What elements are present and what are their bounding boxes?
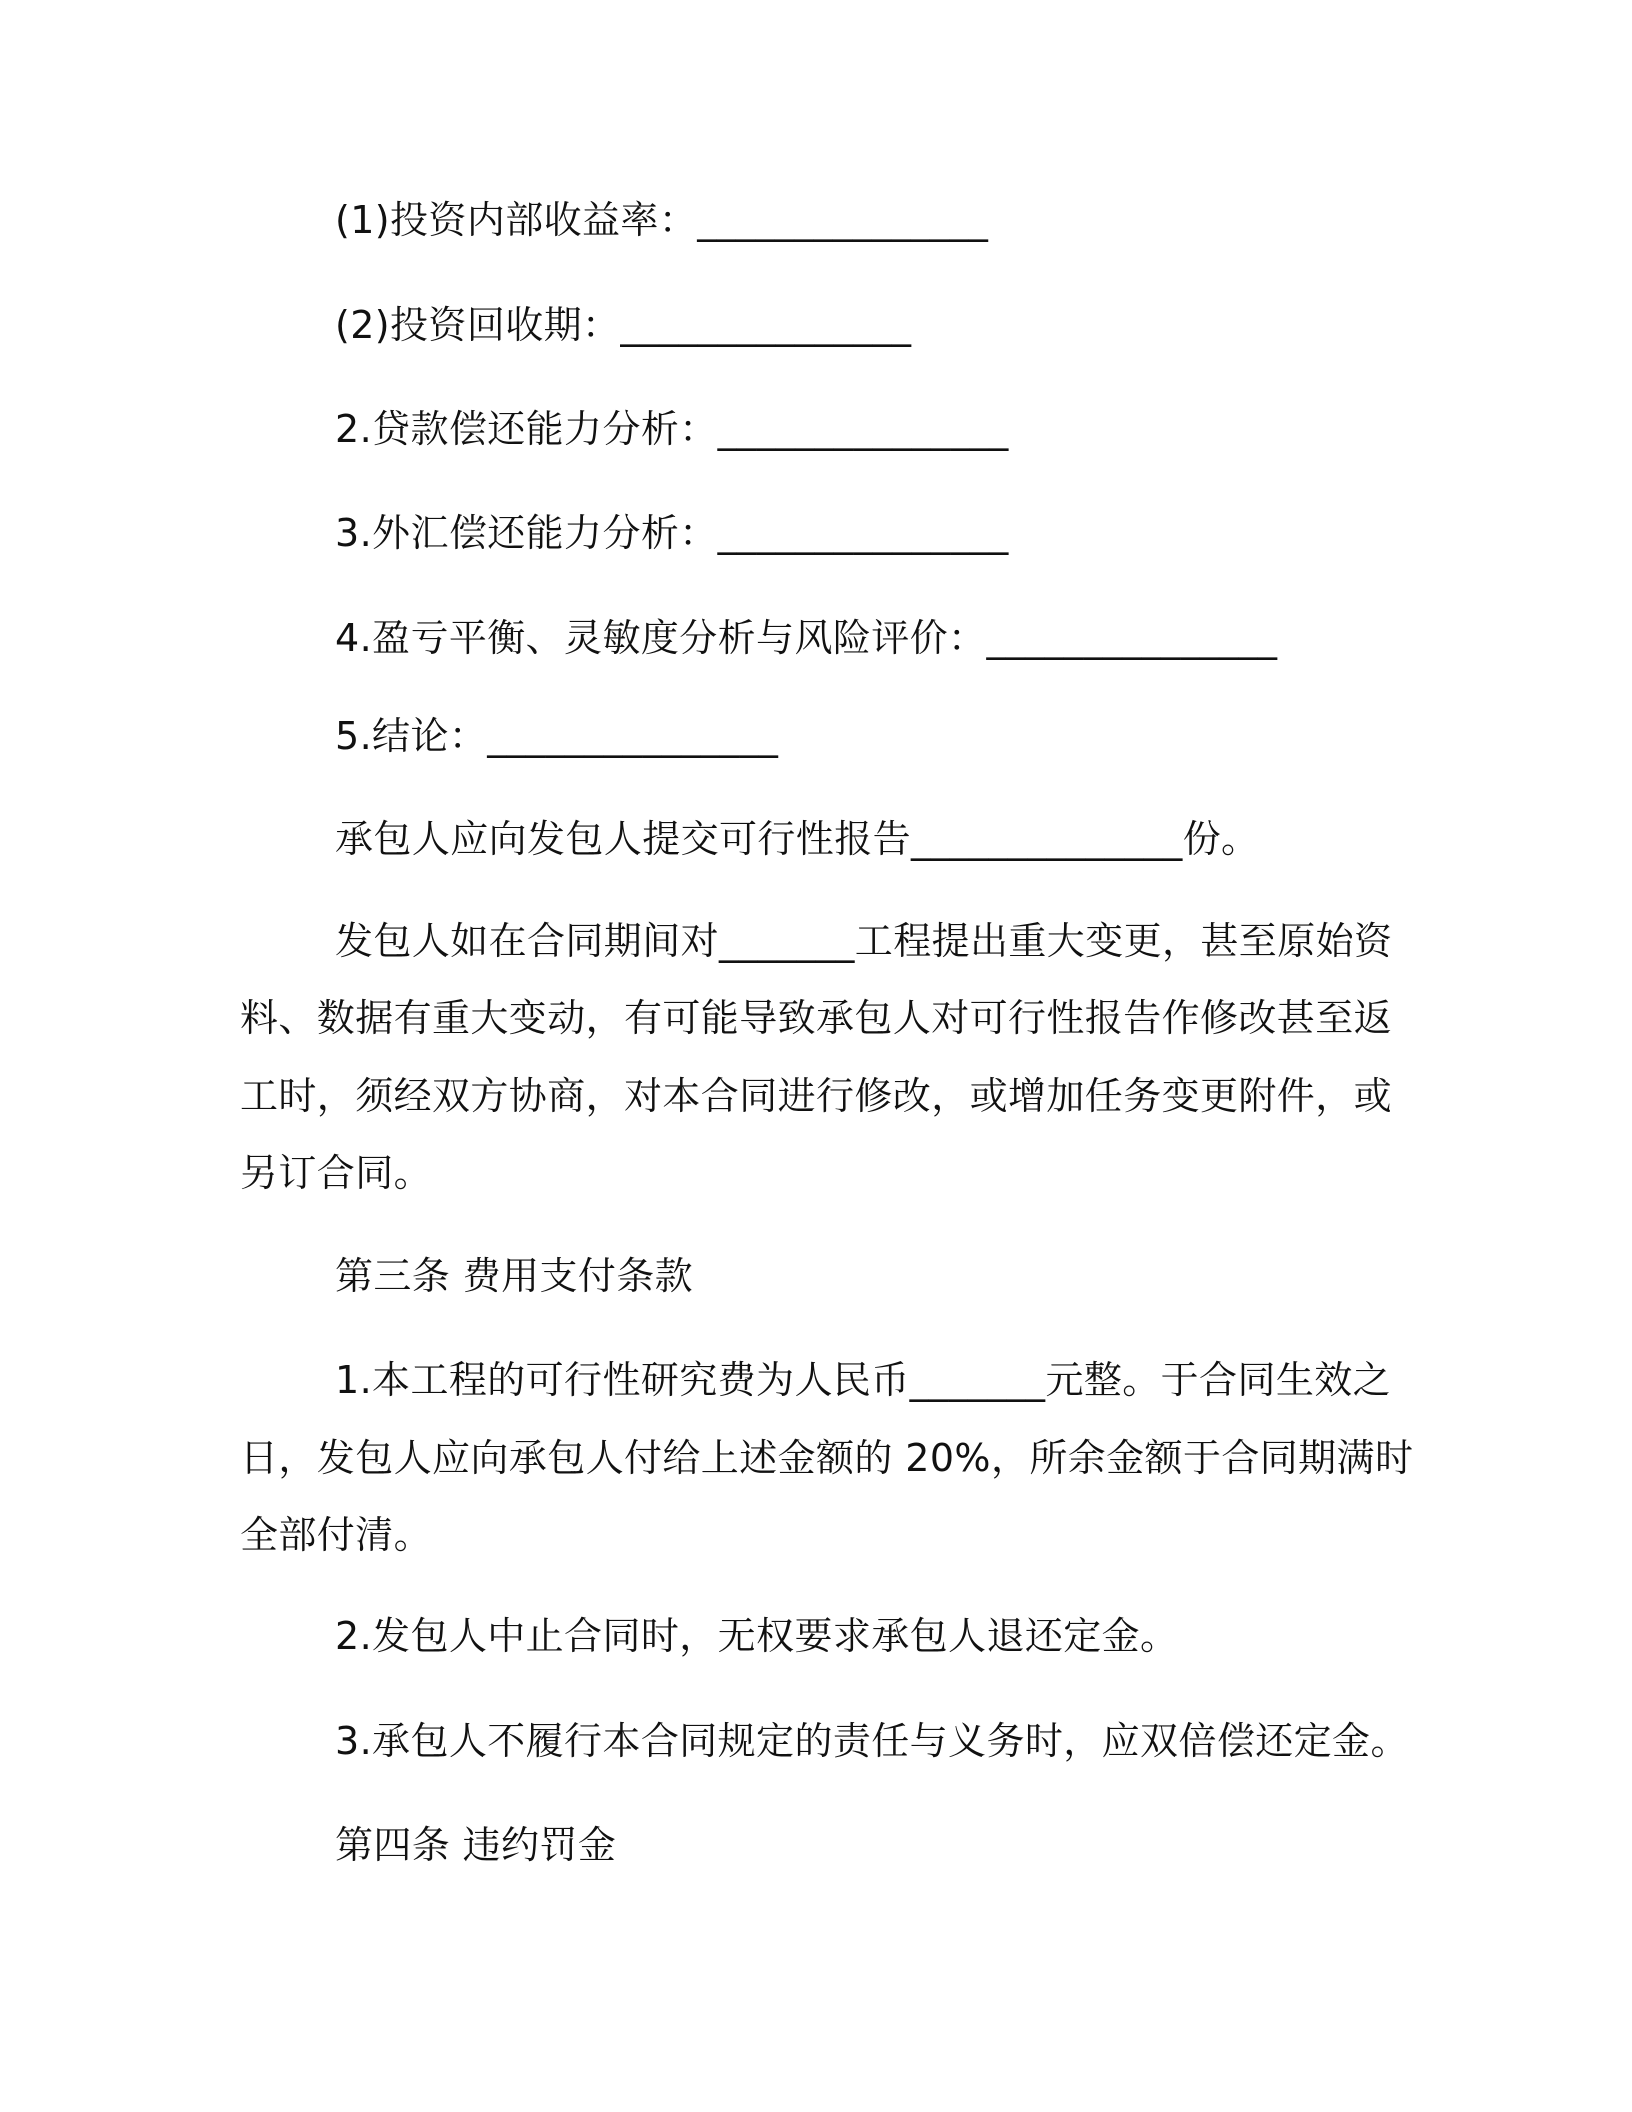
item-conclusion: 5.结论：_______________	[335, 714, 779, 758]
item-payback-period: (2)投资回收期：_______________	[335, 303, 912, 347]
section-heading-penalty: 第四条 违约罚金	[335, 1823, 617, 1867]
paragraph-change-line-1: 发包人如在合同期间对_______工程提出重大变更，甚至原始资	[335, 919, 1393, 963]
section-heading-payment: 第三条 费用支付条款	[335, 1254, 694, 1298]
item-loan-repayment: 2.贷款偿还能力分析：_______________	[335, 407, 1009, 451]
paragraph-fee-line-1: 1.本工程的可行性研究费为人民币_______元整。于合同生效之	[335, 1358, 1392, 1402]
item-breakeven-analysis: 4.盈亏平衡、灵敏度分析与风险评价：_______________	[335, 616, 1278, 660]
paragraph-deposit-nonrefund: 2.发包人中止合同时，无权要求承包人退还定金。	[335, 1614, 1179, 1658]
paragraph-report-copies: 承包人应向发包人提交可行性报告______________份。	[335, 817, 1260, 861]
paragraph-deposit-double: 3.承包人不履行本合同规定的责任与义务时，应双倍偿还定金。	[335, 1719, 1409, 1763]
item-irr: (1)投资内部收益率：_______________	[335, 198, 989, 242]
paragraph-fee-line-2: 日，发包人应向承包人付给上述金额的 20%，所余金额于合同期满时	[240, 1436, 1414, 1480]
paragraph-change-line-4: 另订合同。	[240, 1151, 433, 1195]
paragraph-change-line-2: 料、数据有重大变动，有可能导致承包人对可行性报告作修改甚至返	[240, 996, 1393, 1040]
paragraph-change-line-3: 工时，须经双方协商，对本合同进行修改，或增加任务变更附件，或	[240, 1074, 1393, 1118]
paragraph-fee-line-3: 全部付清。	[240, 1513, 433, 1557]
item-forex-repayment: 3.外汇偿还能力分析：_______________	[335, 511, 1009, 555]
